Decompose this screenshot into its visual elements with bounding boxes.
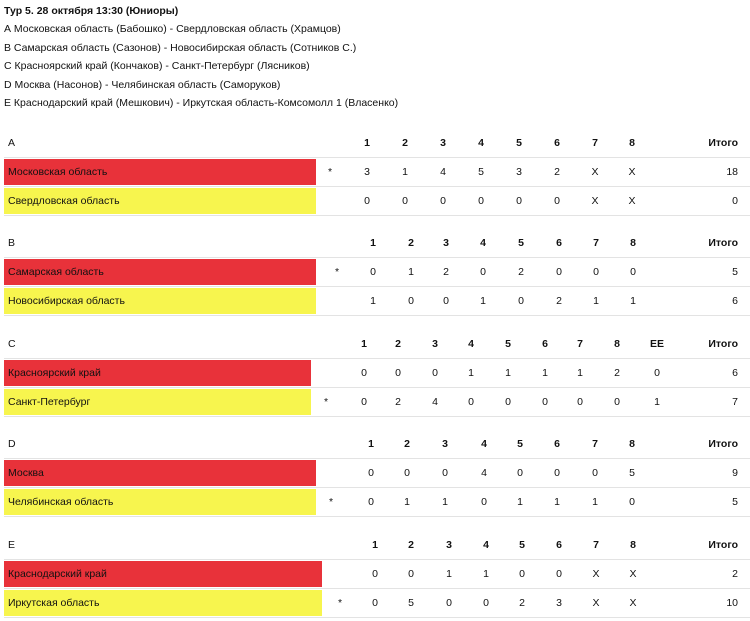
table-row	[4, 158, 750, 187]
end-score: 1	[592, 496, 598, 508]
column-header: 3	[432, 338, 438, 350]
end-score: X	[628, 166, 636, 178]
total-score: 18	[726, 166, 738, 178]
end-score: 0	[577, 396, 583, 408]
total-header: Итого	[708, 137, 738, 149]
end-score: 0	[614, 396, 620, 408]
column-header: 8	[629, 438, 635, 450]
column-header: 7	[593, 237, 599, 249]
team-name: Иркутская область	[4, 590, 322, 616]
team-name: Свердловская область	[4, 188, 316, 214]
end-score: 1	[593, 295, 599, 307]
end-score: 0	[556, 266, 562, 278]
end-score: 0	[370, 266, 376, 278]
group-letter: D	[8, 438, 16, 450]
total-score: 10	[726, 597, 738, 609]
end-score: 1	[468, 367, 474, 379]
group-table-1	[4, 129, 750, 216]
hammer-marker: *	[327, 166, 333, 178]
end-score: 1	[554, 496, 560, 508]
end-score: 0	[654, 367, 660, 379]
end-score: X	[591, 166, 599, 178]
column-header: 5	[505, 338, 511, 350]
total-score: 5	[732, 496, 738, 508]
end-score: 5	[408, 597, 414, 609]
end-score: 2	[443, 266, 449, 278]
end-score: 2	[519, 597, 525, 609]
column-header: 5	[517, 438, 523, 450]
end-score: 0	[372, 568, 378, 580]
column-header: 8	[614, 338, 620, 350]
column-header: 4	[481, 438, 487, 450]
total-score: 0	[732, 195, 738, 207]
end-score: 0	[395, 367, 401, 379]
hammer-marker	[332, 560, 348, 588]
end-score: 0	[440, 195, 446, 207]
group-table-4	[4, 430, 750, 517]
column-header: 2	[395, 338, 401, 350]
table-row	[4, 187, 750, 216]
column-header: 5	[518, 237, 524, 249]
team-name: Челябинская область	[4, 489, 316, 515]
team-name: Самарская область	[4, 259, 316, 285]
end-score: 0	[402, 195, 408, 207]
match-line-d: D Москва (Насонов) - Челябинская область (Саморуков)	[4, 78, 281, 91]
table-row	[4, 459, 750, 488]
column-header: 8	[629, 137, 635, 149]
end-score: 0	[364, 195, 370, 207]
column-header: 4	[480, 237, 486, 249]
end-score: 0	[505, 396, 511, 408]
end-score: 1	[480, 295, 486, 307]
end-score: 1	[402, 166, 408, 178]
hammer-marker: *	[337, 597, 343, 609]
team-name: Санкт-Петербург	[4, 389, 311, 415]
end-score: 0	[368, 496, 374, 508]
total-header: Итого	[708, 438, 738, 450]
column-header: 2	[408, 237, 414, 249]
column-header: 4	[468, 338, 474, 350]
match-line-c: С Красноярский край (Кончаков) - Санкт-Петербург (Лясников)	[4, 60, 310, 73]
table-row	[4, 287, 750, 316]
end-score: 0	[480, 266, 486, 278]
end-score: 3	[516, 166, 522, 178]
end-score: X	[628, 195, 636, 207]
end-score: 1	[630, 295, 636, 307]
hammer-marker: *	[334, 266, 340, 278]
table-header-row	[4, 531, 750, 560]
end-score: 0	[361, 367, 367, 379]
group-letter: А	[8, 137, 16, 149]
column-header: 8	[630, 237, 636, 249]
end-score: X	[592, 568, 600, 580]
column-header: 1	[364, 137, 370, 149]
end-score: 0	[408, 568, 414, 580]
column-header: 5	[516, 137, 522, 149]
end-score: 4	[440, 166, 446, 178]
column-header: 6	[556, 539, 562, 551]
table-row	[4, 258, 750, 287]
end-score: 0	[481, 496, 487, 508]
end-score: 0	[593, 266, 599, 278]
team-name: Московская область	[4, 159, 316, 185]
total-header: Итого	[708, 338, 738, 350]
match-line-a: А Московская область (Бабошко) - Свердловская область (Храмцов)	[4, 23, 341, 36]
end-score: 2	[614, 367, 620, 379]
hammer-marker	[323, 459, 339, 487]
column-header: 3	[442, 438, 448, 450]
column-header: ЕЕ	[649, 338, 664, 350]
end-score: 3	[364, 166, 370, 178]
column-header: 1	[368, 438, 374, 450]
end-score: 0	[432, 367, 438, 379]
total-score: 9	[732, 467, 738, 479]
hammer-marker	[318, 359, 334, 387]
end-score: 1	[577, 367, 583, 379]
group-letter: В	[8, 237, 16, 249]
end-score: 0	[518, 295, 524, 307]
end-score: 1	[542, 367, 548, 379]
end-score: X	[629, 568, 637, 580]
end-score: 4	[481, 467, 487, 479]
end-score: 2	[395, 396, 401, 408]
column-header: 6	[554, 137, 560, 149]
end-score: 0	[592, 467, 598, 479]
column-header: 3	[443, 237, 449, 249]
column-header: 6	[556, 237, 562, 249]
end-score: 0	[404, 467, 410, 479]
group-table-5	[4, 531, 750, 618]
end-score: 1	[404, 496, 410, 508]
end-score: 0	[629, 496, 635, 508]
end-score: 1	[370, 295, 376, 307]
team-name: Новосибирская область	[4, 288, 316, 314]
table-header-row	[4, 330, 750, 359]
table-header-row	[4, 430, 750, 459]
team-name: Красноярский край	[4, 360, 311, 386]
end-score: 2	[518, 266, 524, 278]
group-letter: Е	[8, 539, 16, 551]
end-score: 0	[556, 568, 562, 580]
end-score: 1	[517, 496, 523, 508]
end-score: 0	[408, 295, 414, 307]
total-header: Итого	[708, 237, 738, 249]
end-score: 0	[442, 467, 448, 479]
end-score: 0	[446, 597, 452, 609]
table-header-row	[4, 229, 750, 258]
end-score: 2	[554, 166, 560, 178]
end-score: 0	[478, 195, 484, 207]
team-name: Москва	[4, 460, 316, 486]
end-score: X	[591, 195, 599, 207]
column-header: 1	[370, 237, 376, 249]
end-score: 1	[446, 568, 452, 580]
end-score: 0	[630, 266, 636, 278]
end-score: 0	[542, 396, 548, 408]
column-header: 7	[593, 539, 599, 551]
column-header: 2	[402, 137, 408, 149]
hammer-marker	[329, 287, 345, 315]
column-header: 7	[592, 137, 598, 149]
end-score: 0	[516, 195, 522, 207]
end-score: 0	[468, 396, 474, 408]
total-score: 2	[732, 568, 738, 580]
end-score: 1	[654, 396, 660, 408]
end-score: 5	[478, 166, 484, 178]
round-title: Тур 5. 28 октября 13:30 (Юниоры)	[4, 5, 179, 17]
end-score: 0	[554, 467, 560, 479]
column-header: 4	[483, 539, 489, 551]
match-line-e: Е Краснодарский край (Мешкович) - Иркутская область-Комсомолл 1 (Власенко)	[4, 97, 399, 110]
column-header: 7	[592, 438, 598, 450]
table-header-row	[4, 129, 750, 158]
hammer-marker: *	[323, 396, 329, 408]
total-score: 6	[732, 295, 738, 307]
end-score: 0	[443, 295, 449, 307]
column-header: 5	[519, 539, 525, 551]
table-row	[4, 560, 750, 589]
column-header: 1	[361, 338, 367, 350]
group-table-3	[4, 330, 750, 417]
end-score: 3	[556, 597, 562, 609]
end-score: 5	[629, 467, 635, 479]
table-row	[4, 388, 750, 417]
hammer-marker: *	[328, 496, 334, 508]
column-header: 8	[630, 539, 636, 551]
column-header: 3	[446, 539, 452, 551]
end-score: 0	[372, 597, 378, 609]
column-header: 7	[577, 338, 583, 350]
column-header: 6	[554, 438, 560, 450]
team-name: Краснодарский край	[4, 561, 322, 587]
table-row	[4, 488, 750, 517]
round-header	[4, 2, 398, 112]
column-header: 2	[408, 539, 414, 551]
end-score: 1	[505, 367, 511, 379]
group-letter: С	[8, 338, 16, 350]
group-table-2	[4, 229, 750, 316]
total-score: 5	[732, 266, 738, 278]
total-header: Итого	[708, 539, 738, 551]
column-header: 3	[440, 137, 446, 149]
hammer-marker	[322, 187, 338, 215]
end-score: 2	[556, 295, 562, 307]
total-score: 6	[732, 367, 738, 379]
end-score: 1	[483, 568, 489, 580]
column-header: 1	[372, 539, 378, 551]
table-row	[4, 359, 750, 388]
table-row	[4, 589, 750, 618]
end-score: 0	[361, 396, 367, 408]
end-score: X	[592, 597, 600, 609]
end-score: 1	[442, 496, 448, 508]
column-header: 6	[542, 338, 548, 350]
end-score: 0	[517, 467, 523, 479]
match-line-b: В Самарская область (Сазонов) - Новосибирская область (Сотников С.)	[4, 41, 357, 54]
end-score: 0	[554, 195, 560, 207]
end-score: 4	[432, 396, 438, 408]
column-header: 4	[478, 137, 484, 149]
end-score: 0	[519, 568, 525, 580]
column-header: 2	[404, 438, 410, 450]
end-score: 0	[368, 467, 374, 479]
end-score: 1	[408, 266, 414, 278]
end-score: 0	[483, 597, 489, 609]
end-score: X	[629, 597, 637, 609]
total-score: 7	[732, 396, 738, 408]
